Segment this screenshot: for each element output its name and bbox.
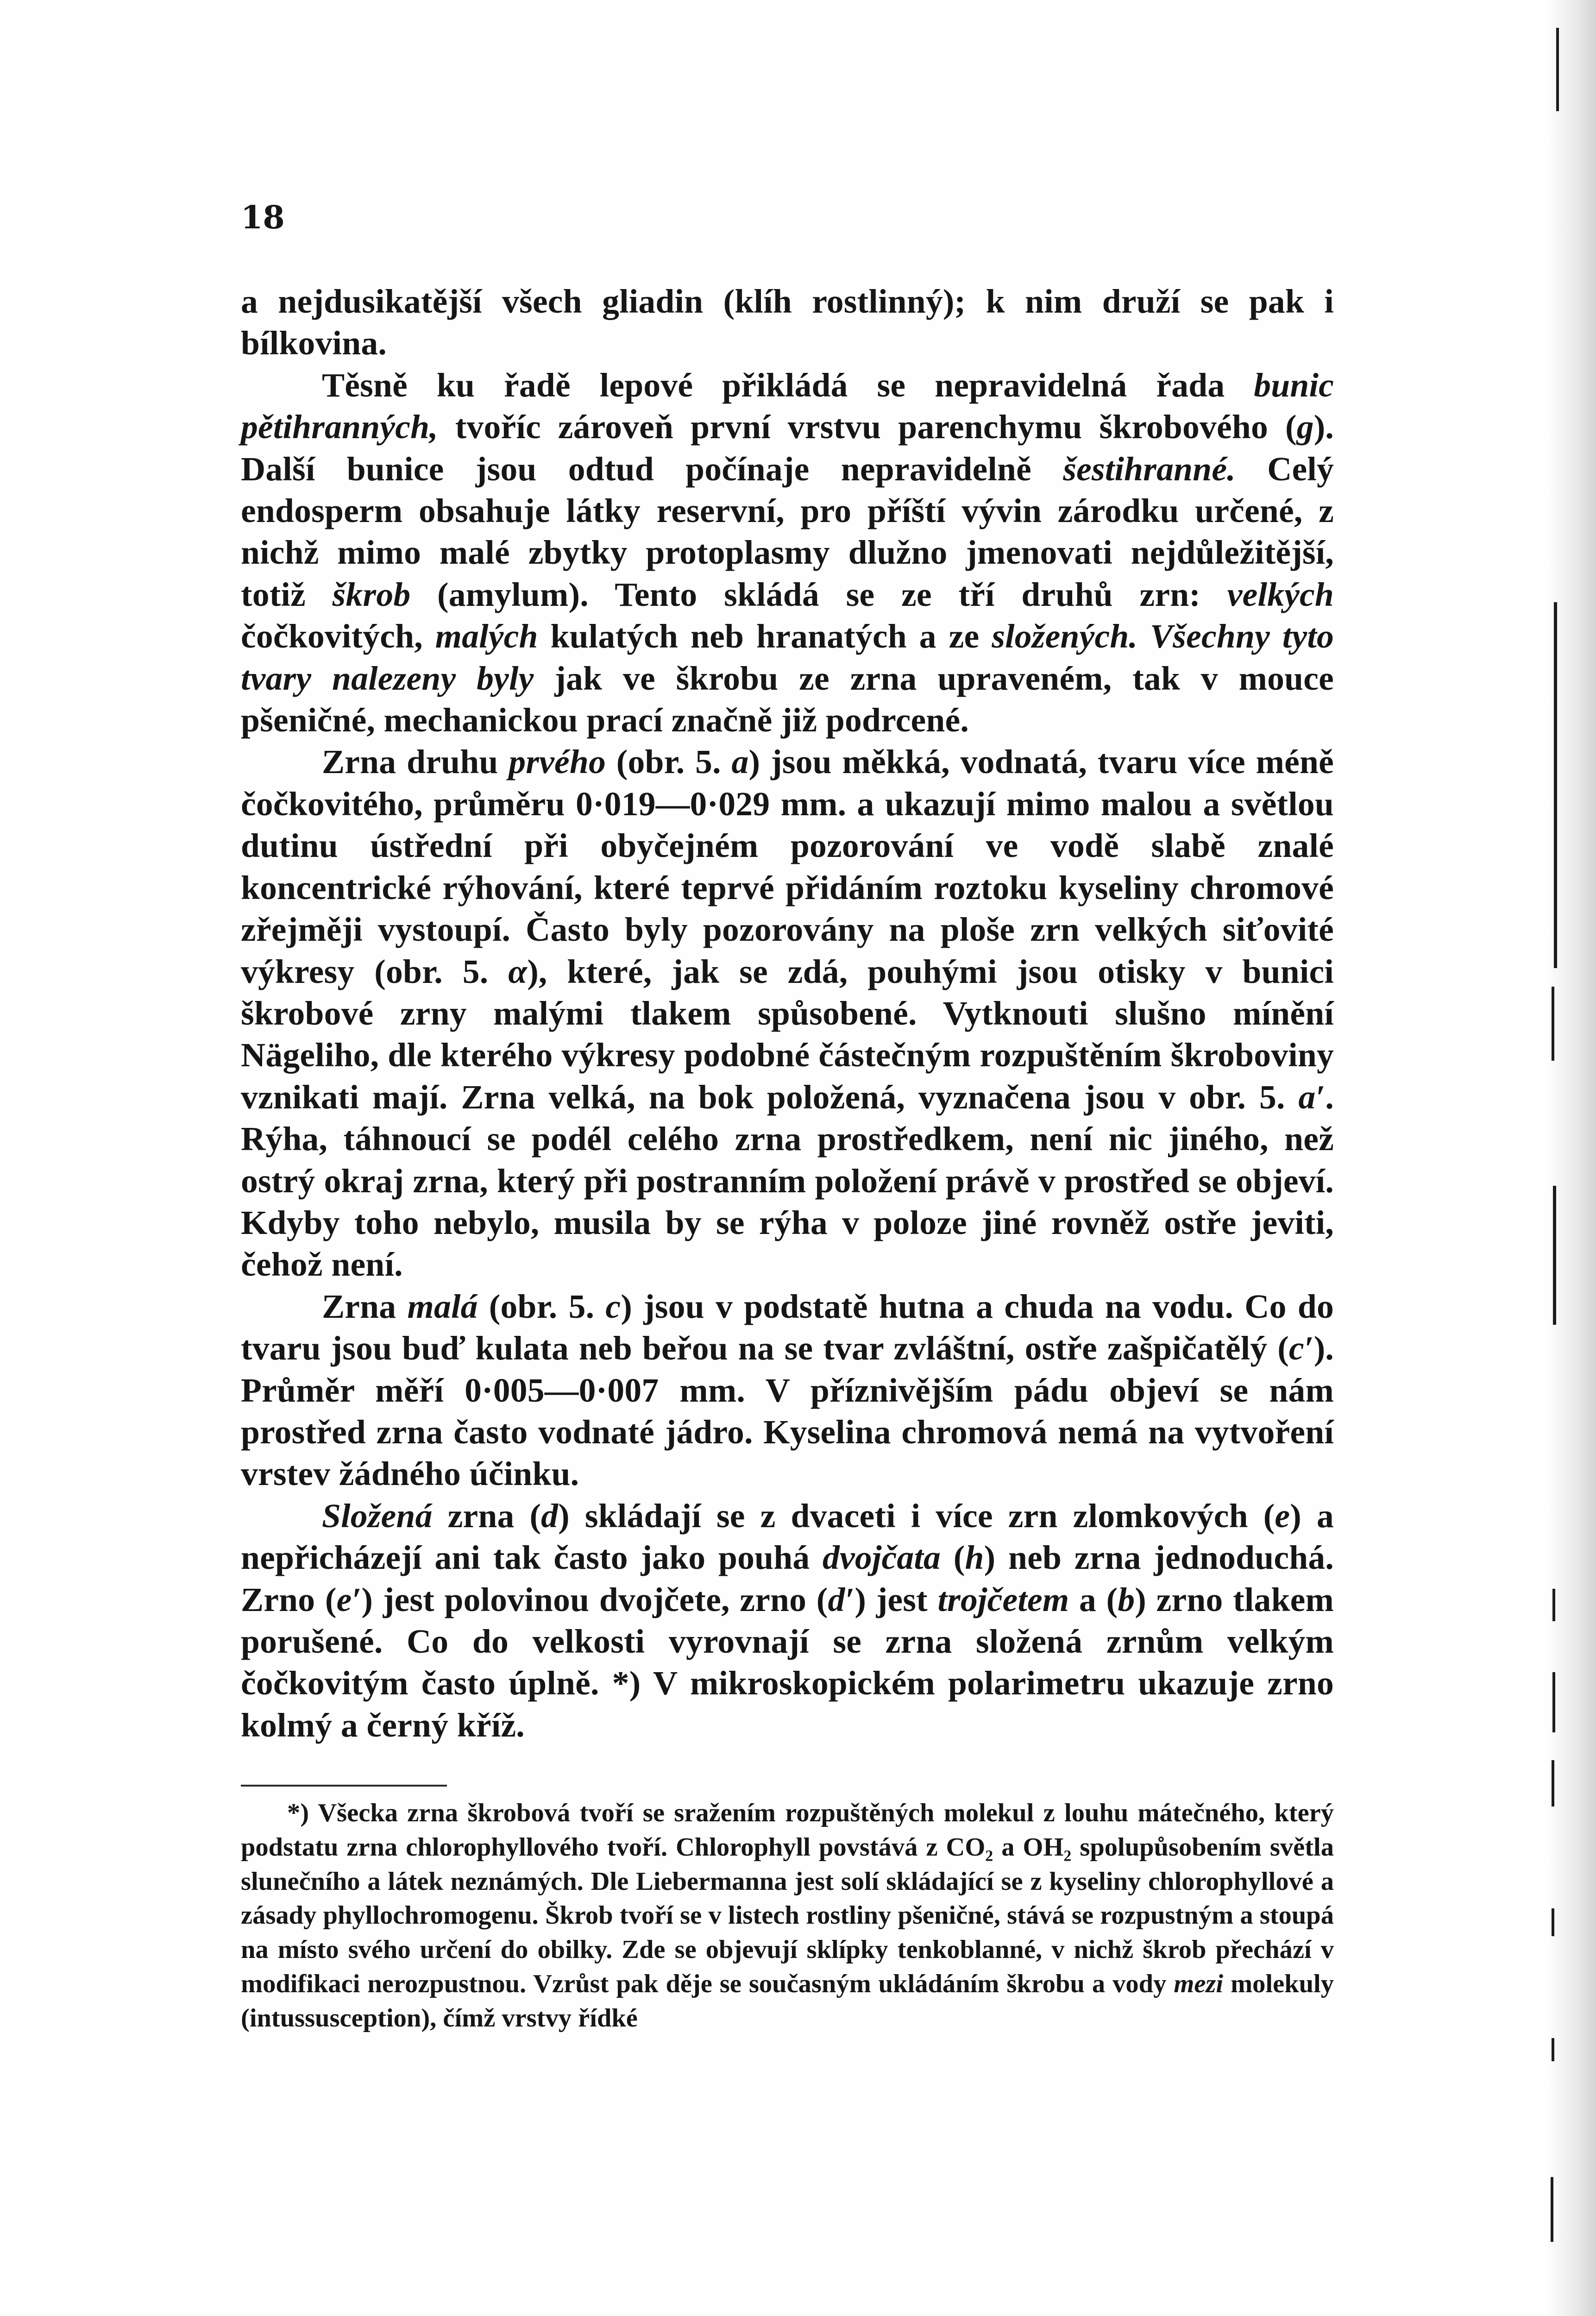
edge-mark [1552, 1908, 1554, 1936]
text-run: Těsně ku řadě lepové přikládá se nepravidelná řada [322, 365, 1254, 404]
paragraph [241, 741, 1334, 1285]
italic-text: malých [435, 617, 538, 655]
text-run: ) jsou v podstatě hutna a chuda na vodu. Co do tvaru jsou buď kulata neb beřou na se tvar zvláštní, ostře zašpičatělý ( [241, 1287, 1334, 1367]
footnote [241, 1796, 1334, 2036]
page-edge-shadow [1547, 0, 1596, 2316]
italic-text: e′ [336, 1580, 362, 1618]
italic-text: bunic pětihranných, [241, 365, 1334, 446]
edge-mark [1552, 987, 1554, 1061]
italic-text: a′ [1298, 1077, 1326, 1116]
footnote-divider [241, 1785, 447, 1787]
text-run: ) jest polovinou dvojčete, zrno ( [361, 1580, 828, 1618]
text-run: molekuly (intussusception), čímž vrstvy řídké [241, 1969, 1334, 2033]
italic-text: d′ [828, 1580, 855, 1618]
text-run: ) a nepřicházejí ani tak často jako pouhá [241, 1496, 1334, 1577]
text-run: . Rýha, táhnoucí se podél celého zrna prostředkem, není nic jiného, než ostrý okraj zrna, který při postranním položení právě v prostřed se objeví. Kdyby toho nebylo, musila by se rýha v poloze jiné rovněž ostře jeviti, čehož není. [241, 1077, 1334, 1284]
italic-text: c [605, 1287, 621, 1325]
italic-text: c′ [1288, 1329, 1314, 1367]
italic-text: mezi [1174, 1969, 1224, 1998]
edge-mark [1552, 1672, 1555, 1732]
page-number: 18 [241, 199, 285, 236]
text-run: Zrna [322, 1287, 408, 1325]
text-run: zrna ( [432, 1496, 541, 1535]
text-run: *) Všecka zrna škrobová tvoří se sražením rozpuštěných molekul z louhu mátečného, který podstatu zrna chlorophyllového tvoří. Chlorophyll povstává z CO₂ a OH₂ spolupůsobením světla slunečního a látek neznámých. Dle Liebermanna jest solí skládající se z kyseliny chlorophyllové a zásady phyllochromogenu. Škrob tvoří se v listech rostliny pšeničné, stává se rozpustným a stoupá na místo svého určení do obilky. Zde se objevují sklípky tenkoblanné, v nichž škrob přechází v modifikaci nerozpustnou. Vzrůst pak děje se současným ukládáním škrobu a vody [241, 1799, 1334, 1998]
main-text [241, 280, 1334, 1746]
italic-text: velkých [1227, 575, 1334, 613]
italic-text: malá [407, 1287, 478, 1325]
italic-text: b [1118, 1580, 1135, 1618]
italic-text: a [731, 743, 749, 781]
paragraph [241, 1285, 1334, 1495]
italic-text: h [965, 1538, 984, 1577]
text-run: ) jest [855, 1580, 938, 1618]
edge-mark [1551, 2177, 1553, 2242]
text-run: ). Další bunice jsou odtud počínaje nepravidelně [241, 408, 1334, 488]
text-run: Celý endosperm obsahuje látky reservní, pro příští vývin zárodku určené, z nichž mimo malé zbytky protoplasmy dlužno jmenovati nejdůležitější, totiž [241, 449, 1334, 613]
text-run: ) zrno tlakem porušené. Co do velkosti vyrovnají se zrna složená zrnům velkým čočkovitým často úplně. *) V mikroskopickém polarimetru ukazuje zrno kolmý a černý kříž. [241, 1580, 1334, 1744]
edge-mark [1553, 1186, 1556, 1325]
text-run: tvoříc zároveň první vrstvu parenchymu škrobového ( [438, 408, 1297, 446]
paragraph [241, 280, 1334, 364]
text-run: jak ve škrobu ze zrna upraveném, tak v mouce pšeničné, mechanickou prací značně již podrcené. [241, 659, 1334, 739]
text-run: ) jsou měkká, vodnatá, tvaru více méně čočkovitého, průměru 0·019—0·029 mm. a ukazují mimo malou a světlou dutinu ústřední při obyčejném pozorování ve vodě slabě znalé koncentrické rýhování, které teprvé přidáním roztoku kyseliny chromové zřejměji vystoupí. Často byly pozorovány na ploše zrn velkých siťovité výkresy (obr. 5. [241, 743, 1334, 990]
text-run: ) skládají se z dvaceti i více zrn zlomkových ( [558, 1496, 1275, 1535]
text-run: Zrna druhu [322, 743, 509, 781]
italic-text: složených. Všechny tyto tvary nalezeny byly [241, 617, 1334, 697]
paragraph [241, 1495, 1334, 1746]
text-run: (obr. 5. [478, 1287, 606, 1325]
text-run: a ( [1069, 1580, 1118, 1618]
edge-mark [1552, 1760, 1554, 1806]
text-run: (obr. 5. [605, 743, 732, 781]
text-run: ), které, jak se zdá, pouhými jsou otisky v bunici škrobové zrny malými tlakem spůsobené. Vytknouti slušno mínění Nägeliho, dle kterého výkresy podobné částečným rozpuštěním škroboviny vznikati mají. Zrna velká, na bok položená, vyznačena jsou v obr. 5. [241, 952, 1334, 1116]
italic-text: trojčetem [937, 1580, 1069, 1618]
italic-text: d [541, 1496, 559, 1535]
italic-text: Složená [322, 1496, 433, 1535]
text-run: ) neb zrna jednoduchá. Zrno ( [241, 1538, 1334, 1618]
edge-mark [1554, 602, 1557, 968]
italic-text: prvého [509, 743, 606, 781]
text-run: ). Průměr měří 0·005—0·007 mm. V příznivějším pádu objeví se nám prostřed zrna často vodnaté jádro. Kyselina chromová nemá na vytvoření vrstev žádného účinku. [241, 1329, 1334, 1493]
italic-text: dvojčata [823, 1538, 941, 1577]
edge-mark [1556, 28, 1559, 111]
text-run: a nejdusikatější všech gliadin (klíh rostlinný); k nim druží se pak i bílkovina. [241, 282, 1334, 362]
paragraph [241, 364, 1334, 741]
text-run: (amylum). Tento skládá se ze tří druhů zrn: [410, 575, 1227, 613]
italic-text: α [508, 952, 528, 990]
italic-text: e [1275, 1496, 1290, 1535]
edge-mark [1552, 2038, 1554, 2061]
italic-text: g [1296, 408, 1314, 446]
text-run: čočkovitých, [241, 617, 435, 655]
edge-mark [1552, 1589, 1555, 1621]
text-run: kulatých neb hranatých a ze [538, 617, 992, 655]
italic-text: šestihranné. [1063, 449, 1236, 488]
footnote-paragraph [241, 1796, 1334, 2036]
italic-text: škrob [332, 575, 411, 613]
text-run: ( [941, 1538, 965, 1577]
